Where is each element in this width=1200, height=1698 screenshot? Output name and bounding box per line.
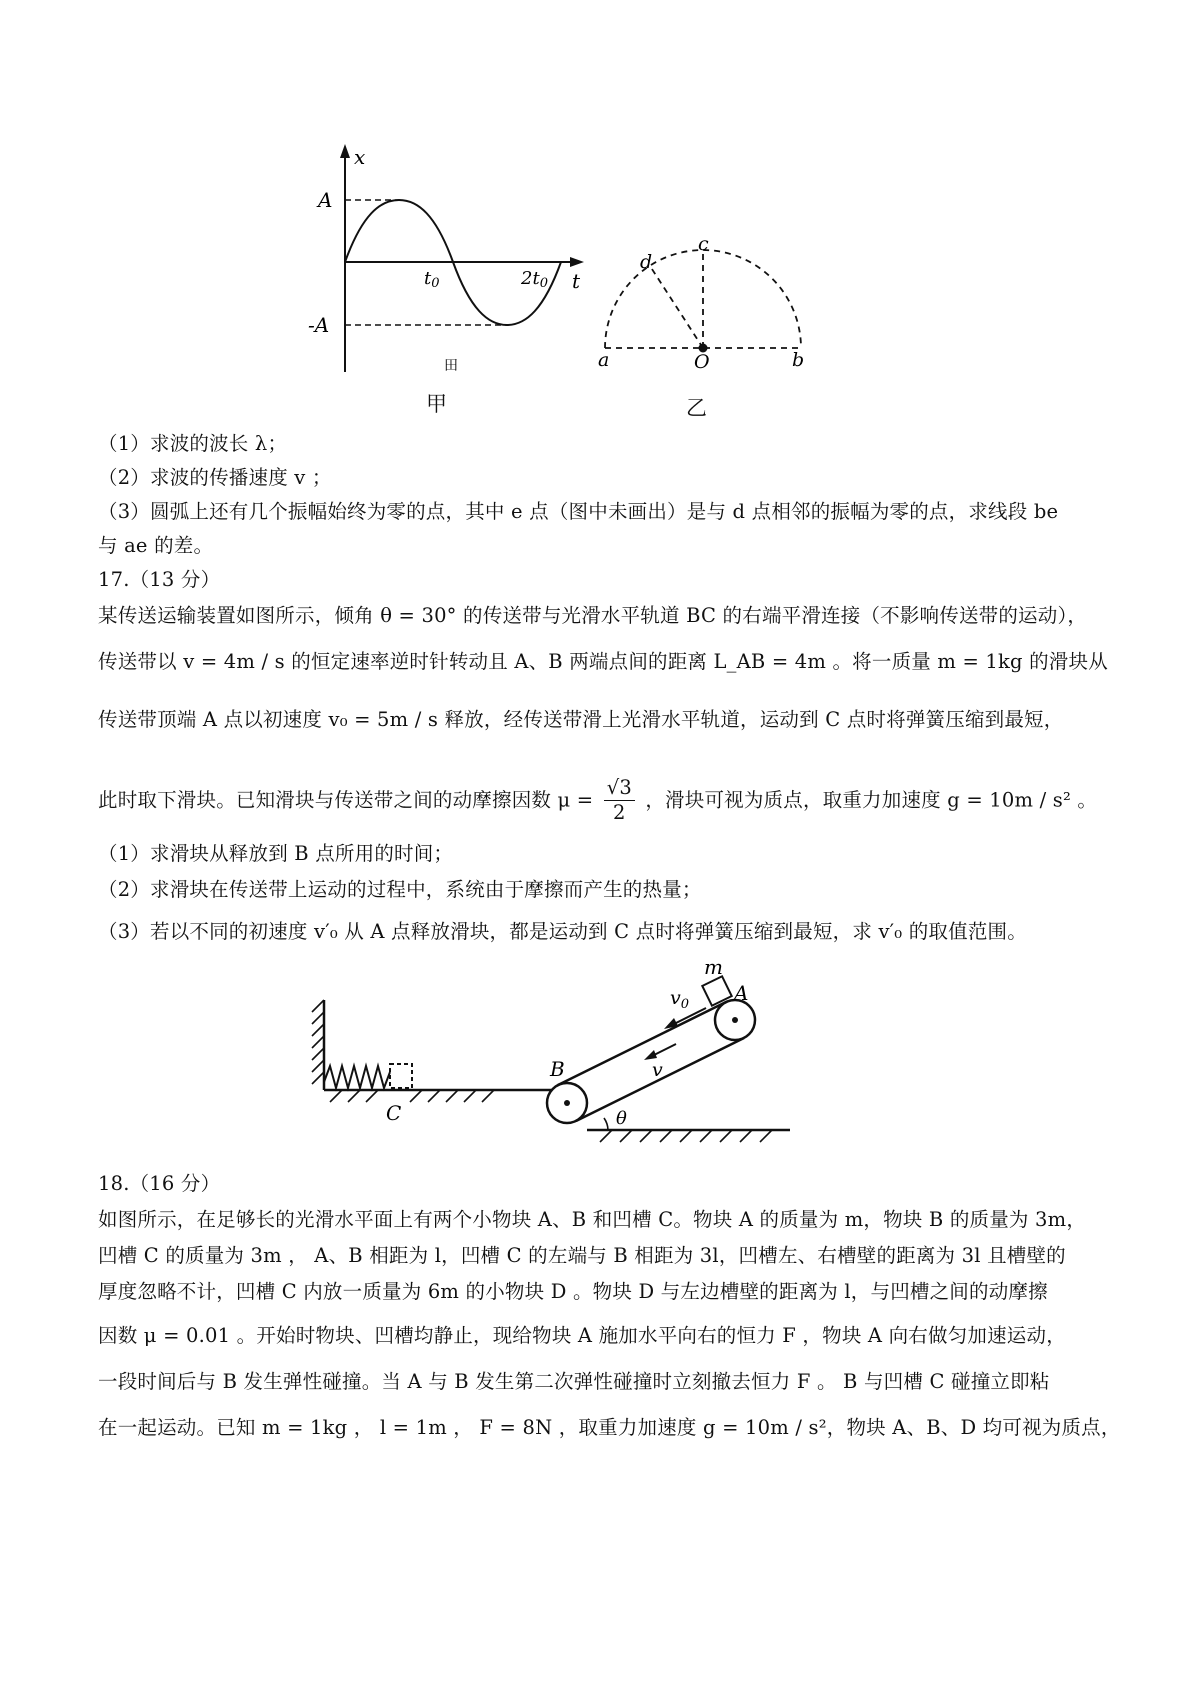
point-b-label: b: [792, 349, 805, 370]
point-c-label: c: [698, 233, 709, 255]
t0-label: t0: [424, 268, 440, 291]
point-a-label: A: [734, 981, 749, 1005]
v-label: v: [652, 1059, 663, 1081]
q16-part3-line1: （3）圆弧上还有几个振幅始终为零的点，其中 e 点（图中未画出）是与 d 点相邻的振幅为零的点，求线段 be: [98, 500, 1059, 523]
mu-fraction-numerator: √3: [604, 776, 635, 801]
ground-right-hatching: [600, 1130, 772, 1142]
track-hatching: [330, 1090, 494, 1102]
figure-jia-graph: [300, 140, 600, 380]
q17-part2: （2）求滑块在传送带上运动的过程中，系统由于摩擦而产生的热量；: [98, 878, 702, 901]
q17-part1: （1）求滑块从释放到 B 点所用的时间；: [98, 842, 454, 865]
x-axis-arrow: [340, 144, 350, 158]
figure-jia-caption: 甲: [426, 392, 447, 416]
point-c-label: C: [386, 1101, 402, 1125]
under-graph-label: 田: [444, 358, 458, 374]
spring: [324, 1066, 390, 1088]
pulley-a-axle: [732, 1017, 738, 1023]
q18-stem-line5: 一段时间后与 B 发生弹性碰撞。当 A 与 B 发生第二次弹性碰撞时立刻撤去恒力 F 。 B 与凹槽 C 碰撞立即粘: [98, 1370, 1050, 1393]
figure-conveyor: [310, 960, 810, 1160]
point-a-label: a: [598, 349, 610, 370]
q17-stem-line4: [98, 776, 1097, 826]
point-b-label: B: [550, 1057, 565, 1081]
point-o-label: O: [694, 351, 710, 370]
figure-yi-diagram: [590, 230, 820, 370]
q17-part3: （3）若以不同的初速度 v′₀ 从 A 点释放滑块，都是运动到 C 点时将弹簧压缩到最短，求 v′₀ 的取值范围。: [98, 920, 1027, 943]
q18-stem-line6: 在一起运动。已知 m = 1kg ， l = 1m ， F = 8N ，取重力加速度 g = 10m / s²，物块 A、B、D 均可视为质点，: [98, 1416, 1121, 1439]
q18-stem-line3: 厚度忽略不计，凹槽 C 内放一质量为 6m 的小物块 D 。物块 D 与左边槽壁的距离为 l，与凹槽之间的动摩擦: [98, 1280, 1048, 1303]
figure-yi-caption: 乙: [686, 396, 707, 420]
point-d-label: d: [640, 251, 653, 273]
q16-part2: （2）求波的传播速度 v ；: [98, 466, 332, 489]
q18-header: 18.（16 分）: [98, 1172, 221, 1195]
q17-stem-line3: 传送带顶端 A 点以初速度 v₀ = 5m / s 释放，经传送带滑上光滑水平轨道，运动到 C 点时将弹簧压缩到最短，: [98, 708, 1064, 731]
x-axis-label: x: [354, 145, 366, 169]
q17-stem-line2: 传送带以 v = 4m / s 的恒定速率逆时针转动且 A、B 两端点间的距离 L_AB = 4m 。将一质量 m = 1kg 的滑块从: [98, 650, 1108, 673]
q16-part3-line2: 与 ae 的差。: [98, 534, 214, 557]
belt-top: [558, 1002, 726, 1085]
q17-header: 17.（13 分）: [98, 568, 221, 591]
theta-arc: [604, 1118, 608, 1130]
q17-stem-line1: 某传送运输装置如图所示，倾角 θ = 30° 的传送带与光滑水平轨道 BC 的右端平滑连接（不影响传送带的运动），: [98, 604, 1088, 627]
q18-stem-line4: 因数 μ = 0.01 。开始时物块、凹槽均静止，现给物块 A 施加水平向右的恒力 F ，物块 A 向右做匀加速运动，: [98, 1324, 1066, 1347]
q16-part1: （1）求波的波长 λ；: [98, 432, 288, 455]
segment-od: [650, 266, 703, 348]
q17-stem-line4-start: 此时取下滑块。已知滑块与传送带之间的动摩擦因数 μ =: [98, 788, 594, 812]
two-t0-label: 2t0: [521, 268, 548, 291]
mass-label: m: [704, 960, 723, 979]
amplitude-label: A: [318, 188, 333, 212]
left-wall-hatching: [312, 1000, 324, 1084]
q18-stem-line1: 如图所示，在足够长的光滑水平面上有两个小物块 A、B 和凹槽 C。物块 A 的质量为 m，物块 B 的质量为 3m，: [98, 1208, 1087, 1231]
theta-label: θ: [616, 1108, 627, 1129]
pulley-b-axle: [564, 1100, 570, 1106]
q18-stem-line2: 凹槽 C 的质量为 3m ， A、B 相距为 l，凹槽 C 的左端与 B 相距为 3l，凹槽左、右槽壁的距离为 3l 且槽壁的: [98, 1244, 1066, 1267]
block-at-c-dashed: [390, 1064, 412, 1088]
t-axis-label: t: [572, 269, 581, 293]
mu-fraction-denominator: 2: [613, 801, 626, 825]
mu-fraction: [604, 776, 635, 826]
t-axis-arrow: [570, 257, 584, 267]
neg-amplitude-label: -A: [308, 313, 330, 337]
q17-stem-line4-end: ，滑块可视为质点，取重力加速度 g = 10m / s² 。: [645, 788, 1098, 812]
v0-label: $v_0$: [670, 987, 690, 1012]
